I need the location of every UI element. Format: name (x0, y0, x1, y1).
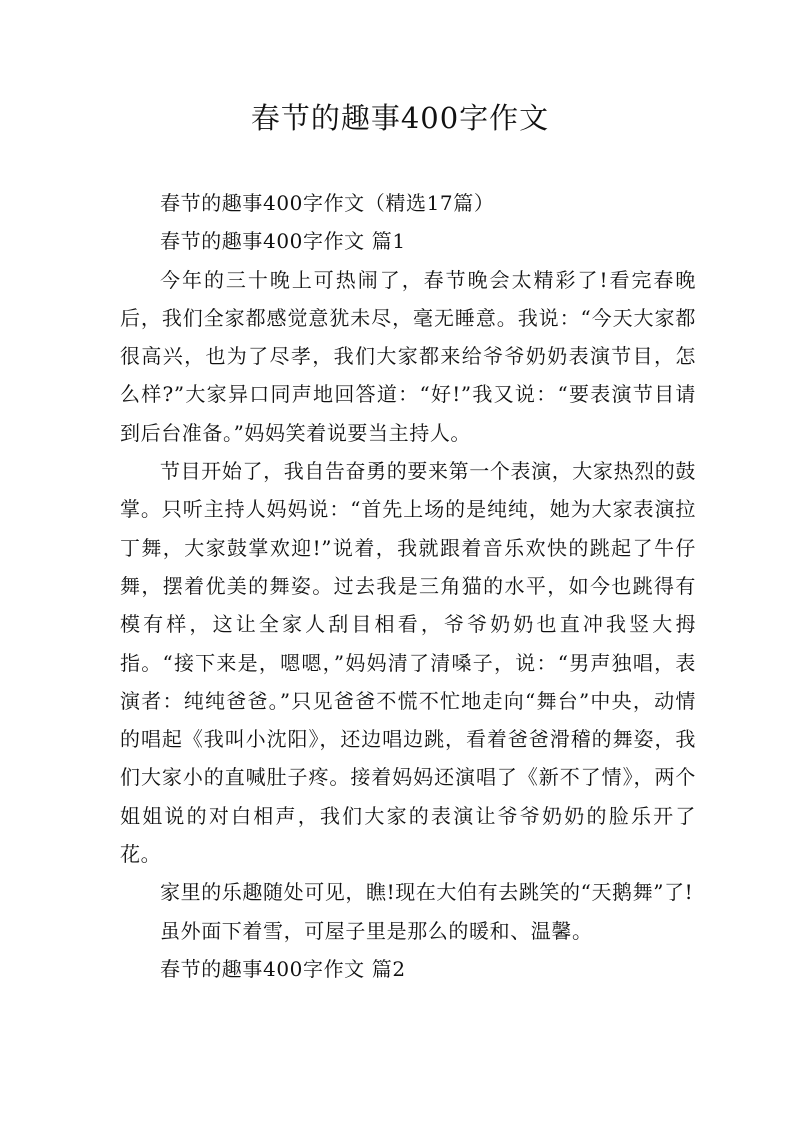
essay-heading-1: 春节的趣事400字作文 篇1 (160, 229, 406, 254)
paragraph: 虽外面下着雪，可屋子里是那么的暖和、温馨。 (160, 918, 593, 943)
paragraph: 家里的乐趣随处可见，瞧!现在大伯有去跳笑的“天鹅舞”了! (160, 880, 694, 905)
collection-heading: 春节的趣事400字作文（精选17篇） (160, 191, 495, 215)
document-title: 春节的趣事400字作文 (250, 101, 550, 135)
essay-heading-2: 春节的趣事400字作文 篇2 (160, 956, 406, 981)
document-body (120, 184, 696, 988)
paragraph: 节目开始了，我自告奋勇的要来第一个表演，大家热烈的鼓掌。只听主持人妈妈说：“首先上场的是纯纯，她为大家表演拉丁舞，大家鼓掌欢迎!”说着，我就跟着音乐欢快的跳起了牛仔舞，摆着优美的舞姿。过去我是三角猫的水平，如今也跳得有模有样，这让全家人刮目相看，爷爷奶奶也直冲我竖大拇指。“接下来是，嗯嗯，”妈妈清了清嗓子，说：“男声独唱，表演者：纯纯爸爸。”只见爸爸不慌不忙地走向“舞台”中央，动情的唱起《我叫小沈阳》，还边唱边跳，看着爸爸滑稽的舞姿，我们大家小的直喊肚子疼。接着妈妈还演唱了《新不了情》，两个姐姐说的对白相声，我们大家的表演让爷爷奶奶的脸乐开了花。 (120, 459, 696, 867)
paragraph: 今年的三十晚上可热闹了，春节晚会太精彩了!看完春晚后，我们全家都感觉意犹未尽，毫无睡意。我说：“今天大家都很高兴，也为了尽孝，我们大家都来给爷爷奶奶表演节目，怎么样?”大家异口同声地回答道：“好!”我又说：“要表演节目请到后台准备。”妈妈笑着说要当主持人。 (120, 267, 696, 445)
